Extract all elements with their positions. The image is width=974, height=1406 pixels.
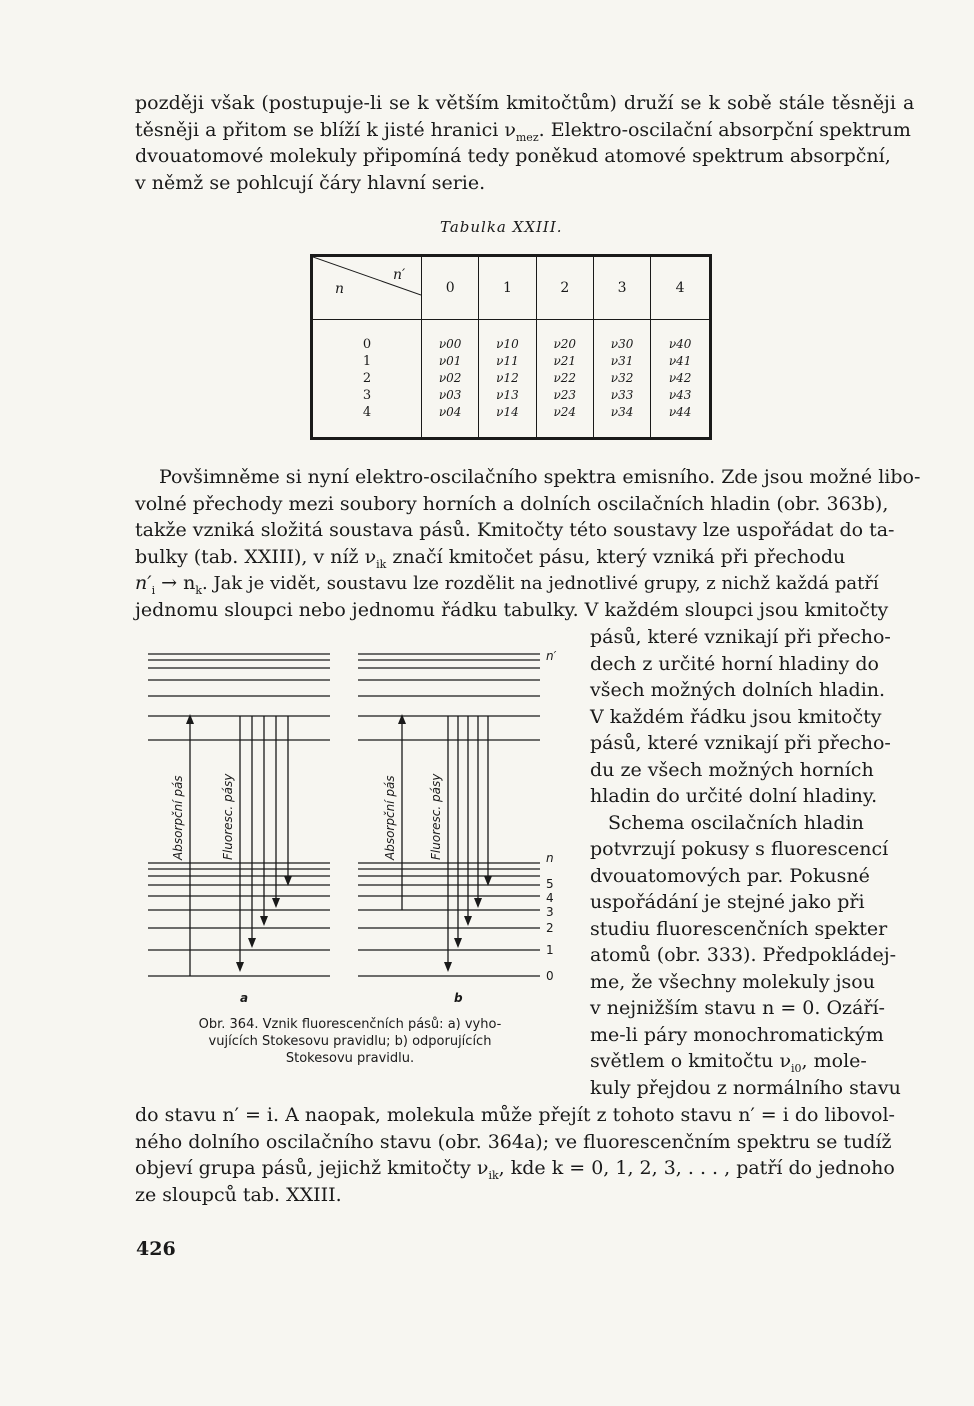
text-fragment: . Jak je vidět, soustavu lze rozdělit na jednotlivé grupy, z nichž každá patří (202, 573, 879, 594)
table-cell: ν31 (610, 354, 634, 368)
table-body-row (312, 320, 711, 439)
absorption-label-a: Absorpční pás (171, 775, 185, 860)
text-fragment: bulky (tab. XXIII), v níž ν (135, 545, 377, 568)
subscript: i0 (791, 1061, 802, 1075)
arrowhead-down (474, 898, 482, 908)
table-cell: ν11 (496, 354, 519, 368)
table-cell: ν41 (668, 354, 692, 368)
text-line: do stavu n′ = i. A naopak, molekula může přejít z tohoto stavu n′ = i do libovol- (135, 1104, 895, 1126)
text-fragment: , kde k = 0, 1, 2, 3, . . . , patří do jednoho (498, 1157, 895, 1179)
col-header: 4 (651, 256, 711, 320)
energy-level-figure (140, 638, 560, 1014)
table-column (593, 320, 650, 439)
table-header-row (312, 256, 711, 320)
table-cell: ν04 (438, 405, 462, 419)
text-line (135, 117, 911, 144)
text-line: v němž se pohlcují čáry hlavní serie. (135, 171, 486, 194)
table-cell: ν13 (496, 388, 519, 402)
text-fragment: světlem o kmitočtu ν (590, 1050, 792, 1072)
text-line: potvrzují pokusy s fluorescencí (590, 838, 889, 860)
text-line: jednomu sloupci nebo jednomu řádku tabulky. V každém sloupci jsou kmitočty (135, 598, 889, 621)
table-cell: ν40 (668, 337, 692, 351)
text-fragment: těsněji a přitom se blíží k jisté hranici ν (135, 118, 516, 141)
table-cell: ν03 (438, 388, 462, 402)
table-cell: ν42 (668, 371, 692, 385)
level-label: 0 (546, 969, 554, 983)
table-column (651, 320, 711, 439)
col-header: 0 (422, 256, 479, 320)
text-line: pásů, které vznikají při přecho- (590, 626, 891, 648)
text-fragment: → n (155, 572, 196, 594)
fluorescence-label-a: Fluoresc. pásy (221, 773, 235, 860)
level-label: 2 (546, 921, 554, 935)
text-line (135, 570, 895, 597)
level-label: 5 (546, 877, 554, 891)
n-label: n (546, 851, 554, 865)
table-cell: ν32 (610, 371, 634, 385)
text-line (135, 544, 895, 571)
text-line: me, že všechny molekuly jsou (590, 970, 875, 993)
text-line: volné přechody mezi soubory horních a dolních oscilačních hladin (obr. 363b), (135, 492, 889, 515)
figure-caption (150, 1016, 550, 1067)
fluorescence-label-b: Fluoresc. pásy (429, 773, 443, 860)
row-label: 1 (362, 354, 372, 369)
text-fragment: značí kmitočet pásu, který vzniká při přechodu (386, 545, 846, 568)
text-line: Schema oscilačních hladin (608, 811, 864, 834)
table-cell: ν44 (668, 405, 692, 419)
table-column (479, 320, 536, 439)
text-line: všech možných dolních hladin. (590, 679, 886, 701)
table-cell: ν24 (553, 405, 577, 419)
text-line: me-li páry monochromatickým (590, 1023, 884, 1046)
arrowhead-down (248, 938, 256, 948)
arrowhead-down (272, 898, 280, 908)
text-line: dech z určité horní hladiny do (590, 652, 879, 675)
subscript: ik (488, 1168, 499, 1182)
caption-line: Stokesovu pravidlu. (285, 1051, 415, 1066)
level-label: 4 (546, 891, 554, 905)
text-line: atomů (obr. 333). Předpokládej- (590, 944, 897, 966)
row-label: 3 (362, 388, 372, 403)
table-cell: ν20 (553, 337, 577, 351)
table-cell: ν21 (553, 354, 577, 368)
table-cell: ν22 (553, 371, 577, 385)
text-line: ze sloupců tab. XXIII. (135, 1183, 342, 1206)
table-caption: Tabulka XXIII. (440, 218, 563, 236)
table-xxiii (310, 254, 712, 440)
text-fragment: , mole- (801, 1050, 867, 1072)
text-line: dvouatomových par. Pokusné (590, 864, 870, 887)
paragraph-2 (135, 464, 921, 623)
table-cell: ν02 (438, 371, 462, 385)
col-header: 3 (593, 256, 650, 320)
table-column (422, 320, 479, 439)
text-line: kuly přejdou z normálního stavu (590, 1076, 901, 1099)
text-line: ného dolního oscilačního stavu (obr. 364a); ve fluorescenčním spektru se tudíž (135, 1130, 892, 1153)
text-line: hladin do určité dolní hladiny. (590, 785, 878, 807)
subscript: k (195, 583, 203, 597)
row-header-label: n (335, 281, 345, 297)
caption-line: Obr. 364. Vznik fluorescenčních pásů: a) vyho- (198, 1017, 502, 1032)
subscript: mez (515, 130, 539, 144)
text-line: pásů, které vznikají při přecho- (590, 732, 891, 754)
text-line (590, 1048, 890, 1075)
absorption-label-b: Absorpční pás (383, 775, 397, 860)
text-line: takže vzniká složitá soustava pásů. Kmitočty této soustavy lze uspořádat do ta- (135, 519, 895, 541)
level-label: 1 (546, 943, 554, 957)
row-label: 0 (362, 337, 372, 352)
text-fragment: . Elektro-oscilační absorpční spektrum (538, 118, 911, 141)
table-cell: ν01 (438, 354, 462, 368)
text-line: Povšimněme si nyní elektro-oscilačního spektra emisního. Zde jsou možné libo- (159, 466, 921, 488)
arrowhead-down (260, 916, 268, 926)
table-column (536, 320, 593, 439)
arrowhead-down (236, 962, 244, 972)
table-cell: ν34 (610, 405, 634, 419)
table-cell: ν30 (610, 337, 634, 351)
text-line: uspořádání je stejné jako při (590, 891, 865, 913)
table-corner-cell (312, 256, 422, 320)
right-column-text (590, 624, 901, 1101)
arrowhead-down (444, 962, 452, 972)
col-header: 1 (479, 256, 536, 320)
arrowhead-down (454, 938, 462, 948)
panel-a-label: a (240, 991, 249, 1005)
paragraph-3 (135, 1102, 895, 1208)
text-fragment: objeví grupa pásů, jejichž kmitočty ν (135, 1157, 489, 1179)
subscript: ik (376, 557, 387, 571)
table-cell: ν10 (496, 337, 519, 351)
paragraph-1 (135, 90, 915, 196)
text-line: v nejnižším stavu n = 0. Ozáří- (590, 997, 885, 1019)
level-label: 3 (546, 905, 554, 919)
row-label: 2 (362, 371, 372, 386)
table-cell: ν43 (668, 388, 692, 402)
arrowhead-down (464, 916, 472, 926)
text-line: dvouatomové molekuly připomíná tedy poněkud atomové spektrum absorpční, (135, 145, 891, 167)
text-line (135, 1155, 895, 1182)
caption-line: vujících Stokesovu pravidlu; b) odporujících (208, 1034, 492, 1049)
text-line: V každém řádku jsou kmitočty (590, 705, 882, 728)
nprime-label: n′ (546, 649, 557, 663)
table-cell: ν00 (438, 337, 462, 351)
table-cell: ν33 (610, 388, 634, 402)
text-fragment: n′ (135, 572, 152, 594)
table-cell: ν23 (553, 388, 577, 402)
page-number: 426 (136, 1238, 176, 1260)
row-labels (312, 320, 422, 439)
panel-b-label: b (454, 991, 463, 1005)
table-cell: ν14 (496, 405, 519, 419)
col-header: 2 (536, 256, 593, 320)
table-cell: ν12 (496, 371, 519, 385)
text-line: du ze všech možných horních (590, 758, 874, 781)
row-label: 4 (362, 405, 372, 420)
subscript: i (151, 583, 156, 597)
col-header-label: n′ (393, 267, 406, 283)
text-line: později však (postupuje-li se k větším kmitočtům) druží se k sobě stále těsněji a (135, 92, 915, 114)
text-line: studiu fluorescenčních spekter (590, 917, 888, 940)
